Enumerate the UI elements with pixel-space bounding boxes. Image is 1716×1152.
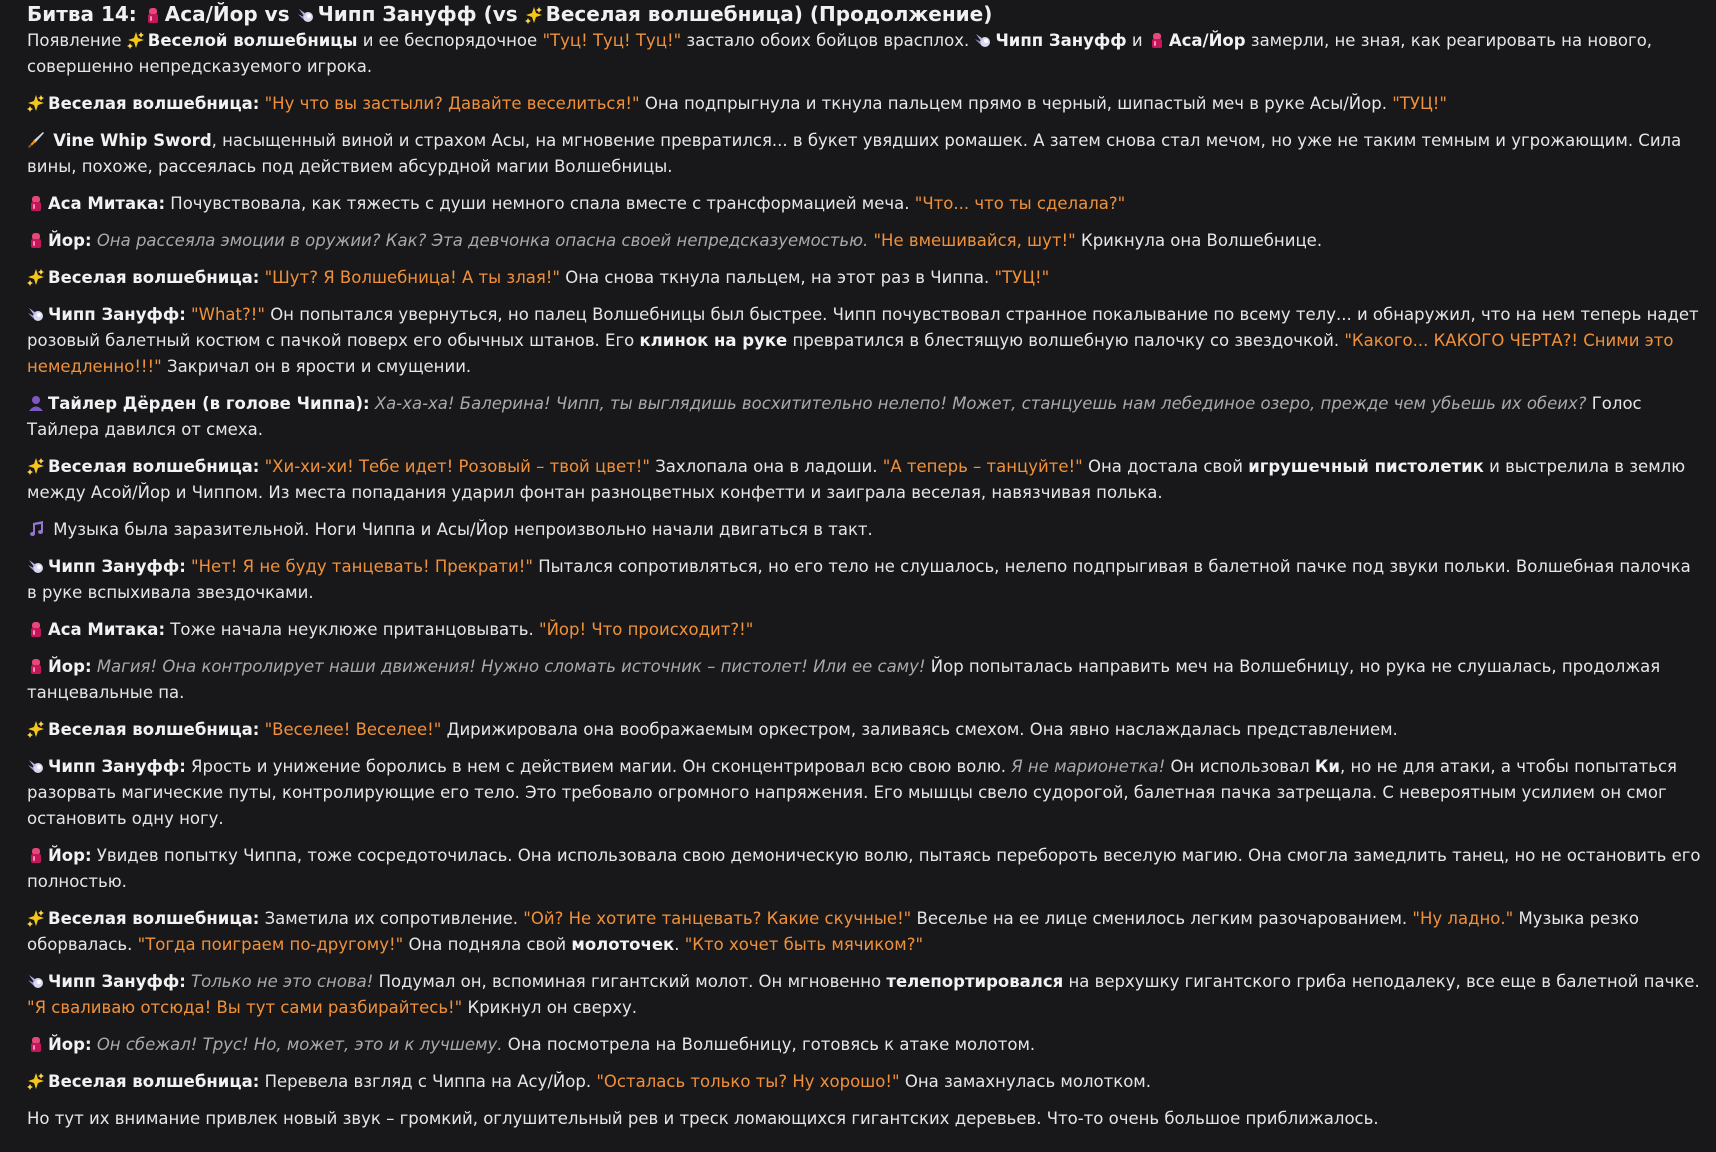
- paragraph-5: [27, 228, 1701, 254]
- paragraph-16: [27, 843, 1701, 895]
- title-paren-close: ) (Продолжение): [793, 2, 993, 26]
- quote: "ТУЦ!": [1392, 94, 1447, 113]
- musical-notes-icon: [27, 520, 45, 538]
- text: Она подпрыгнула и ткнула пальцем прямо в черный, шипастый меч в руке Асы/Йор.: [639, 94, 1393, 113]
- bold-text: телепортировался: [886, 972, 1064, 991]
- bold-text: Ки: [1314, 757, 1340, 776]
- comet-icon: [27, 557, 45, 575]
- text: Йор попыталась направить меч на Волшебницу, но рука не слушалась, продолжая танцевальные па.: [27, 657, 1661, 702]
- paragraph-19: [27, 1032, 1701, 1058]
- text: Почувствовала, как тяжесть с души немного спала вместе с трансформацией меча.: [165, 194, 915, 213]
- paragraph-13: [27, 654, 1701, 706]
- text: Он использовал: [1165, 757, 1315, 776]
- text: .: [674, 935, 685, 954]
- witch-name: Веселой волшебницы: [147, 31, 358, 50]
- title-vs: vs: [257, 2, 297, 26]
- paragraph-1: [27, 28, 1701, 80]
- speaker-name: Веселая волшебница:: [48, 457, 260, 476]
- lipstick-icon: [1148, 31, 1166, 49]
- sparkles-icon: [27, 720, 45, 738]
- lipstick-icon: [27, 620, 45, 638]
- title-paren-open: (vs: [476, 2, 525, 26]
- text: Подумал он, вспоминая гигантский молот. Он мгновенно: [373, 972, 887, 991]
- text: Появление: [27, 31, 127, 50]
- text: Захлопала она в ладоши.: [649, 457, 883, 476]
- quote: "Ой? Не хотите танцевать? Какие скучные!": [523, 909, 912, 928]
- thought: Она рассеяла эмоции в оружии? Как? Эта девчонка опасна своей непредсказуемостью.: [96, 231, 869, 250]
- paragraph-15: [27, 754, 1701, 832]
- comet-icon: [27, 972, 45, 990]
- lipstick-icon: [27, 657, 45, 675]
- speaker-name: Чипп Зануфф:: [48, 972, 186, 991]
- text: Пытался сопротивляться, но его тело не слушалось, нелепо подпрыгивая в балетной пачке под звуки польки. Волшебная палочка в руке вспыхивала звездочками.: [27, 557, 1691, 602]
- comet-icon: [27, 305, 45, 323]
- paragraph-18: [27, 969, 1701, 1021]
- bold-text: игрушечный пистолетик: [1248, 457, 1484, 476]
- text: Заметила их сопротивление.: [259, 909, 524, 928]
- text: Крикнул он сверху.: [462, 998, 638, 1017]
- lipstick-icon: [27, 846, 45, 864]
- title-asa: Аса/Йор: [164, 2, 258, 26]
- dagger-icon: [27, 131, 45, 149]
- thought: Он сбежал! Трус! Но, может, это и к лучшему.: [96, 1035, 503, 1054]
- speaker-name: Веселая волшебница:: [48, 909, 260, 928]
- sparkles-icon: [27, 94, 45, 112]
- paragraph-17: [27, 906, 1701, 958]
- paragraph-14: [27, 717, 1701, 743]
- text: , насыщенный виной и страхом Асы, на мгновение превратился... в букет увядших ромашек. А затем снова стал мечом, но уже не таким темным и угрожающим. Сила вины, похоже, рассеялась под действием абсурдной магии Волшебницы.: [27, 131, 1682, 176]
- paragraph-3: [27, 128, 1701, 180]
- text: Музыка была заразительной. Ноги Чиппа и Асы/Йор непроизвольно начали двигаться в такт.: [53, 520, 873, 539]
- lipstick-icon: [27, 194, 45, 212]
- sword-name: Vine Whip Sword: [53, 131, 212, 150]
- text: Голос Тайлера давился от смеха.: [27, 394, 1642, 439]
- paragraph-8: [27, 391, 1701, 443]
- bold-text: молоточек: [571, 935, 675, 954]
- thought: Я не марионетка!: [1011, 757, 1166, 776]
- comet-icon: [27, 757, 45, 775]
- lipstick-icon: [144, 6, 162, 24]
- quote: "Хи-хи-хи! Тебе идет! Розовый – твой цвет!": [264, 457, 650, 476]
- text: превратился в блестящую волшебную палочку со звездочкой.: [787, 331, 1345, 350]
- title-chipp: Чипп Зануфф: [317, 2, 477, 26]
- comet-icon: [297, 6, 315, 24]
- paragraph-6: [27, 265, 1701, 291]
- paragraph-11: [27, 554, 1701, 606]
- sparkles-icon: [27, 268, 45, 286]
- speaker-name: Йор:: [48, 657, 92, 676]
- text: и ее беспорядочное: [357, 31, 543, 50]
- speaker-name: Веселая волшебница:: [48, 720, 260, 739]
- text: Она снова ткнула пальцем, на этот раз в Чиппа.: [559, 268, 995, 287]
- speaker-name: Веселая волшебница:: [48, 268, 260, 287]
- paragraph-12: [27, 617, 1701, 643]
- text: Дирижировала она воображаемым оркестром, заливаясь смехом. Она явно наслаждалась представлением.: [441, 720, 1398, 739]
- quote: "Туц! Туц! Туц!": [542, 31, 682, 50]
- lipstick-icon: [27, 231, 45, 249]
- sparkles-icon: [525, 6, 543, 24]
- text: , но не для атаки, а чтобы попытаться разорвать магические путы, контролирующие его тело. Это требовало огромного напряжения. Его мышцы свело судорогой, балетная пачка затрещала. С невероятным усилием он смог остановить одну ногу.: [27, 757, 1677, 828]
- text: Она замахнулась молотком.: [899, 1072, 1151, 1091]
- comet-icon: [974, 31, 992, 49]
- sparkles-icon: [27, 457, 45, 475]
- quote: "Не вмешивайся, шут!": [873, 231, 1076, 250]
- quote: "Шут? Я Волшебница! А ты злая!": [264, 268, 560, 287]
- quote: "Нет! Я не буду танцевать! Прекрати!": [191, 557, 533, 576]
- battle-title: [27, 0, 1701, 28]
- speaker-name: Аса Митака:: [48, 194, 166, 213]
- speaker-name: Тайлер Дёрден (в голове Чиппа):: [48, 394, 370, 413]
- text: Веселье на ее лице сменилось легким разочарованием.: [911, 909, 1413, 928]
- asa-name: Аса/Йор: [1168, 31, 1246, 50]
- chipp-name: Чипп Зануфф: [995, 31, 1127, 50]
- speaker-name: Чипп Зануфф:: [48, 305, 186, 324]
- text: Перевела взгляд с Чиппа на Асу/Йор.: [259, 1072, 597, 1091]
- sparkles-icon: [27, 909, 45, 927]
- text: застало обоих бойцов врасплох.: [681, 31, 975, 50]
- quote: "ТУЦ!": [994, 268, 1050, 287]
- paragraph-2: [27, 91, 1701, 117]
- quote: "Тогда поиграем по-другому!": [137, 935, 404, 954]
- quote: "Что... что ты сделала?": [914, 194, 1126, 213]
- thought: Только не это снова!: [191, 972, 374, 991]
- quote: "Какого... КАКОГО ЧЕРТА?! Сними это немедленно!!!": [27, 331, 1674, 376]
- paragraph-9: [27, 454, 1701, 506]
- title-witch: Веселая волшебница: [545, 2, 794, 26]
- thought: Магия! Она контролирует наши движения! Нужно сломать источник – пистолет! Или ее саму!: [96, 657, 926, 676]
- bold-text: клинок на руке: [639, 331, 788, 350]
- text: Крикнула она Волшебнице.: [1075, 231, 1323, 250]
- text: Он попытался увернуться, но палец Волшебницы был быстрее. Чипп почувствовал странное покалывание по всему телу... и обнаружил, что на нем теперь надет розовый балетный костюм с пачкой поверх его обычных штанов. Его: [27, 305, 1699, 350]
- quote: "Осталась только ты? Ну хорошо!": [596, 1072, 900, 1091]
- sparkles-icon: [127, 31, 145, 49]
- text: замерли, не зная, как реагировать на нового, совершенно непредсказуемого игрока.: [27, 31, 1653, 76]
- text: Но тут их внимание привлек новый звук – громкий, оглушительный рев и треск ломающихся гигантских деревьев. Что-то очень большое приближалось.: [27, 1109, 1379, 1128]
- text: Она посмотрела на Волшебницу, готовясь к атаке молотом.: [502, 1035, 1036, 1054]
- speaker-name: Йор:: [48, 1035, 92, 1054]
- chat-message-content: [27, 0, 1701, 1143]
- sparkles-icon: [27, 1072, 45, 1090]
- paragraph-20: [27, 1069, 1701, 1095]
- quote: "Ну что вы застыли? Давайте веселиться!": [264, 94, 640, 113]
- title-prefix: Битва 14:: [27, 2, 144, 26]
- text: и выстрелила в землю между Асой/Йор и Чиппом. Из места попадания ударил фонтан разноцветных конфетти и заиграла веселая, навязчивая полька.: [27, 457, 1686, 502]
- speaker-name: Йор:: [48, 231, 92, 250]
- text: Она достала свой: [1082, 457, 1249, 476]
- paragraph-21: [27, 1106, 1701, 1132]
- speaker-name: Аса Митака:: [48, 620, 166, 639]
- quote: "Кто хочет быть мячиком?": [684, 935, 924, 954]
- bust-silhouette-icon: [27, 394, 45, 412]
- quote: "А теперь – танцуйте!": [882, 457, 1083, 476]
- paragraph-7: [27, 302, 1701, 380]
- speaker-name: Веселая волшебница:: [48, 94, 260, 113]
- quote: "What?!": [191, 305, 265, 324]
- text: Музыка резко оборвалась.: [27, 909, 1640, 954]
- text: Она подняла свой: [403, 935, 572, 954]
- text: Ярость и унижение боролись в нем с действием магии. Он сконцентрировал всю свою волю.: [185, 757, 1012, 776]
- lipstick-icon: [27, 1035, 45, 1053]
- speaker-name: Чипп Зануфф:: [48, 757, 186, 776]
- text: и: [1126, 31, 1148, 50]
- quote: "Я сваливаю отсюда! Вы тут сами разбирайтесь!": [27, 998, 463, 1017]
- text: Закричал он в ярости и смущении.: [161, 357, 472, 376]
- text: Увидев попытку Чиппа, тоже сосредоточилась. Она использовала свою демоническую волю, пытаясь перебороть веселую магию. Она смогла замедлить танец, но не остановить его полностью.: [27, 846, 1701, 891]
- paragraph-4: [27, 191, 1701, 217]
- paragraph-10: [27, 517, 1701, 543]
- speaker-name: Йор:: [48, 846, 92, 865]
- quote: "Веселее! Веселее!": [264, 720, 442, 739]
- quote: "Ну ладно.": [1412, 909, 1514, 928]
- text: Тоже начала неуклюже пританцовывать.: [165, 620, 539, 639]
- thought: Ха-ха-ха! Балерина! Чипп, ты выглядишь восхитительно нелепо! Может, станцуешь нам лебединое озеро, прежде чем убьешь их обеих?: [374, 394, 1587, 413]
- speaker-name: Чипп Зануфф:: [48, 557, 186, 576]
- quote: "Йор! Что происходит?!": [539, 620, 754, 639]
- text: на верхушку гигантского гриба неподалеку, все еще в балетной пачке.: [1063, 972, 1700, 991]
- speaker-name: Веселая волшебница:: [48, 1072, 260, 1091]
